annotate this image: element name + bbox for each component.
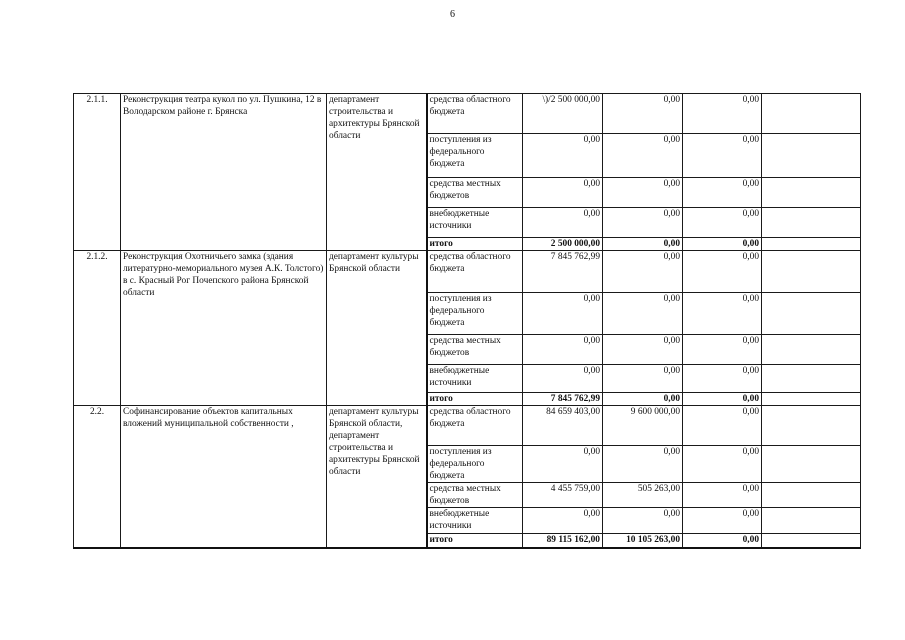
empty-cell [762, 365, 861, 393]
source-cell: средства местных бюджетов [427, 335, 523, 365]
item-executor: департамент культуры Брянской области, департамент строительства и архитектуры Брянской области [327, 406, 427, 548]
value-cell: 0,00 [683, 335, 762, 365]
item-executor: департамент строительства и архитектуры Брянской области [327, 94, 427, 251]
item-name: Софинансирование объектов капитальных вложений муниципальной собственности , [121, 406, 327, 548]
value-cell: 0,00 [523, 293, 603, 335]
value-cell: 0,00 [603, 251, 683, 293]
item-code: 2.1.1. [74, 94, 121, 251]
value-cell: 4 455 759,00 [523, 483, 603, 508]
source-cell: итого [427, 393, 523, 406]
empty-cell [762, 134, 861, 178]
value-cell: 0,00 [603, 508, 683, 534]
empty-cell [762, 393, 861, 406]
total-value: 2 500 000,00 [523, 238, 603, 251]
source-cell: поступления из федерального бюджета [427, 293, 523, 335]
value-cell: 0,00 [523, 208, 603, 238]
value-cell: 0,00 [683, 508, 762, 534]
source-cell: средства местных бюджетов [427, 178, 523, 208]
value-cell: 7 845 762,99 [523, 251, 603, 293]
source-cell: внебюджетные источники [427, 365, 523, 393]
value-cell: 0,00 [603, 365, 683, 393]
budget-table [73, 93, 861, 549]
value-cell: 0,00 [683, 483, 762, 508]
source-cell: внебюджетные источники [427, 208, 523, 238]
table-row [74, 406, 861, 446]
value-cell: 0,00 [683, 94, 762, 134]
total-value: 0,00 [603, 238, 683, 251]
value-cell: 0,00 [523, 134, 603, 178]
value-cell: 0,00 [523, 446, 603, 483]
value-cell: 0,00 [683, 178, 762, 208]
total-value: 10 105 263,00 [603, 534, 683, 548]
value-cell: \)/2 500 000,00 [523, 94, 603, 134]
value-cell: 0,00 [603, 94, 683, 134]
empty-cell [762, 446, 861, 483]
table-row [74, 251, 861, 293]
value-cell: 0,00 [603, 178, 683, 208]
total-value: 0,00 [683, 238, 762, 251]
value-cell: 9 600 000,00 [603, 406, 683, 446]
value-cell: 0,00 [683, 446, 762, 483]
value-cell: 0,00 [683, 208, 762, 238]
value-cell: 0,00 [523, 335, 603, 365]
item-name: Реконструкция театра кукол по ул. Пушкина, 12 в Володарском районе г. Брянска [121, 94, 327, 251]
total-value: 0,00 [603, 393, 683, 406]
source-cell: средства местных бюджетов [427, 483, 523, 508]
source-cell: средства областного бюджета [427, 251, 523, 293]
empty-cell [762, 238, 861, 251]
value-cell: 0,00 [603, 293, 683, 335]
item-code: 2.1.2. [74, 251, 121, 406]
item-executor: департамент культуры Брянской области [327, 251, 427, 406]
source-cell: итого [427, 238, 523, 251]
empty-cell [762, 251, 861, 293]
source-cell: средства областного бюджета [427, 94, 523, 134]
value-cell: 84 659 403,00 [523, 406, 603, 446]
value-cell: 0,00 [523, 508, 603, 534]
total-value: 7 845 762,99 [523, 393, 603, 406]
value-cell: 0,00 [603, 446, 683, 483]
page-number: 6 [450, 9, 455, 20]
empty-cell [762, 508, 861, 534]
empty-cell [762, 94, 861, 134]
empty-cell [762, 178, 861, 208]
source-cell: поступления из федерального бюджета [427, 446, 523, 483]
value-cell: 0,00 [683, 134, 762, 178]
empty-cell [762, 534, 861, 548]
value-cell: 0,00 [683, 293, 762, 335]
value-cell: 505 263,00 [603, 483, 683, 508]
empty-cell [762, 335, 861, 365]
empty-cell [762, 483, 861, 508]
source-cell: внебюджетные источники [427, 508, 523, 534]
value-cell: 0,00 [523, 178, 603, 208]
value-cell: 0,00 [683, 406, 762, 446]
empty-cell [762, 208, 861, 238]
item-code: 2.2. [74, 406, 121, 548]
item-name: Реконструкция Охотничьего замка (здания литературно-мемориального музея А.К. Толстого) в с. Красный Рог Почепского района Брянской области [121, 251, 327, 406]
total-value: 89 115 162,00 [523, 534, 603, 548]
source-cell: итого [427, 534, 523, 548]
value-cell: 0,00 [523, 365, 603, 393]
value-cell: 0,00 [603, 134, 683, 178]
value-cell: 0,00 [683, 251, 762, 293]
value-cell: 0,00 [683, 365, 762, 393]
empty-cell [762, 406, 861, 446]
source-cell: поступления из федерального бюджета [427, 134, 523, 178]
table-row [74, 94, 861, 134]
value-cell: 0,00 [603, 208, 683, 238]
empty-cell [762, 293, 861, 335]
source-cell: средства областного бюджета [427, 406, 523, 446]
total-value: 0,00 [683, 393, 762, 406]
value-cell: 0,00 [603, 335, 683, 365]
total-value: 0,00 [683, 534, 762, 548]
